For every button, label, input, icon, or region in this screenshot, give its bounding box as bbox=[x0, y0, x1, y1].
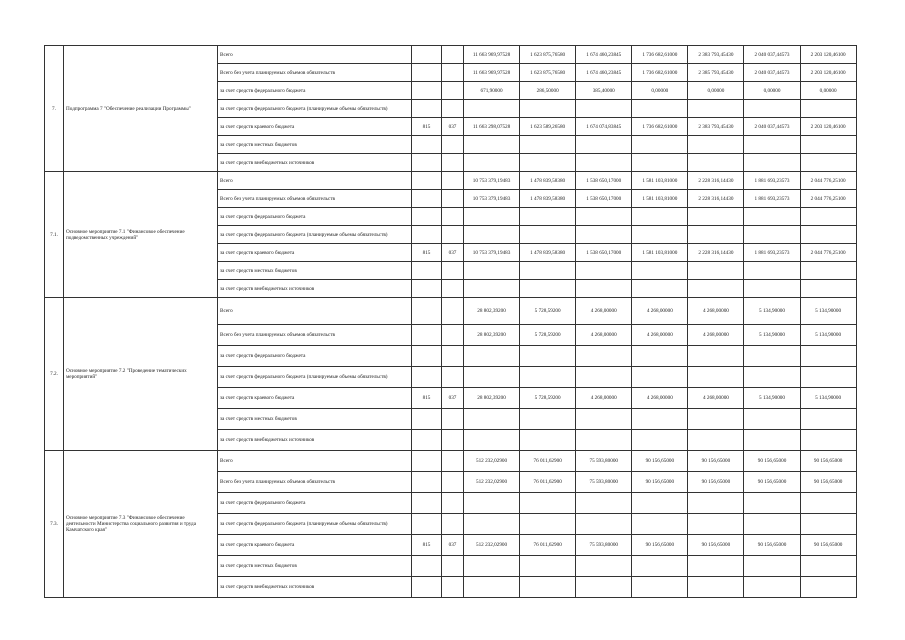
amount-cell bbox=[800, 154, 856, 172]
amount-cell: 90 156,65000 bbox=[744, 472, 800, 493]
amount-cell: 2 044 776,25100 bbox=[800, 172, 856, 190]
budget-code-cell bbox=[412, 298, 442, 325]
amount-cell bbox=[744, 367, 800, 388]
budget-code-cell bbox=[412, 190, 442, 208]
funding-source-label: Всего без учета планируемых объемов обязательств bbox=[218, 64, 412, 82]
section-code-cell bbox=[442, 556, 464, 577]
amount-cell: 4 268,00000 bbox=[632, 325, 688, 346]
budget-code-cell: 815 bbox=[412, 118, 442, 136]
amount-cell: 1 881 693,23573 bbox=[744, 190, 800, 208]
section-code-cell bbox=[442, 208, 464, 226]
funding-source-label: за счет средств местных бюджетов bbox=[218, 409, 412, 430]
amount-cell bbox=[464, 208, 520, 226]
amount-cell bbox=[632, 514, 688, 535]
amount-cell: 4 268,00000 bbox=[688, 325, 744, 346]
amount-cell: 4 268,00000 bbox=[688, 388, 744, 409]
amount-cell: 2 044 776,25100 bbox=[800, 244, 856, 262]
section-code-cell bbox=[442, 346, 464, 367]
amount-cell: 2 044 776,25100 bbox=[800, 190, 856, 208]
amount-cell: 1 623 875,76580 bbox=[520, 46, 576, 64]
amount-cell: 90 156,65000 bbox=[800, 451, 856, 472]
amount-cell: 1 736 682,61000 bbox=[632, 64, 688, 82]
funding-source-label: за счет средств федерального бюджета (планируемые объемы обязательств) bbox=[218, 514, 412, 535]
table-row bbox=[45, 172, 857, 190]
funding-source-label: за счет средств внебюджетных источников bbox=[218, 154, 412, 172]
amount-cell bbox=[464, 262, 520, 280]
amount-cell: 90 156,65000 bbox=[688, 451, 744, 472]
amount-cell: 28 802,39200 bbox=[464, 325, 520, 346]
table-row bbox=[45, 298, 857, 325]
amount-cell: 0,00000 bbox=[800, 82, 856, 100]
amount-cell bbox=[688, 430, 744, 451]
amount-cell bbox=[576, 280, 632, 298]
amount-cell bbox=[520, 430, 576, 451]
amount-cell: 1 478 839,58380 bbox=[520, 172, 576, 190]
amount-cell bbox=[520, 154, 576, 172]
amount-cell: 2 203 120,46100 bbox=[800, 64, 856, 82]
amount-cell bbox=[576, 367, 632, 388]
amount-cell: 2 228 316,14430 bbox=[688, 244, 744, 262]
budget-code-cell bbox=[412, 82, 442, 100]
funding-source-label: Всего bbox=[218, 172, 412, 190]
amount-cell bbox=[800, 208, 856, 226]
amount-cell bbox=[464, 493, 520, 514]
amount-cell bbox=[632, 226, 688, 244]
amount-cell: 75 593,80000 bbox=[576, 535, 632, 556]
amount-cell bbox=[520, 493, 576, 514]
amount-cell bbox=[520, 136, 576, 154]
amount-cell: 1 478 839,58380 bbox=[520, 244, 576, 262]
section-code-cell bbox=[442, 226, 464, 244]
budget-table-body bbox=[45, 46, 857, 598]
amount-cell: 1 674 460,23845 bbox=[576, 46, 632, 64]
amount-cell bbox=[744, 208, 800, 226]
section-code-cell: 037 bbox=[442, 244, 464, 262]
amount-cell: 0,00000 bbox=[688, 82, 744, 100]
amount-cell bbox=[744, 577, 800, 598]
funding-source-label: Всего без учета планируемых объемов обязательств bbox=[218, 325, 412, 346]
funding-source-label: за счет средств федерального бюджета (планируемые объемы обязательств) bbox=[218, 367, 412, 388]
section-title: Основное мероприятие 7.3 "Финансовое обеспечение деятельности Министерства социального развития и труда Камчатского края" bbox=[64, 451, 218, 598]
amount-cell: 90 156,65000 bbox=[632, 451, 688, 472]
amount-cell: 2 383 793,45430 bbox=[688, 46, 744, 64]
amount-cell bbox=[688, 208, 744, 226]
amount-cell bbox=[688, 514, 744, 535]
amount-cell: 11 663 969,97528 bbox=[464, 64, 520, 82]
amount-cell: 2 040 037,44573 bbox=[744, 118, 800, 136]
amount-cell: 5 728,59200 bbox=[520, 388, 576, 409]
amount-cell: 76 011,62900 bbox=[520, 451, 576, 472]
amount-cell bbox=[800, 430, 856, 451]
amount-cell: 0,00000 bbox=[632, 82, 688, 100]
section-code-cell bbox=[442, 172, 464, 190]
section-code-cell bbox=[442, 280, 464, 298]
amount-cell bbox=[744, 226, 800, 244]
budget-table bbox=[44, 45, 857, 598]
amount-cell: 1 623 589,26580 bbox=[520, 118, 576, 136]
amount-cell bbox=[688, 262, 744, 280]
amount-cell: 2 385 793,45430 bbox=[688, 64, 744, 82]
amount-cell: 1 674 460,23845 bbox=[576, 64, 632, 82]
amount-cell bbox=[520, 208, 576, 226]
amount-cell bbox=[688, 367, 744, 388]
budget-code-cell bbox=[412, 367, 442, 388]
amount-cell: 1 538 650,17000 bbox=[576, 172, 632, 190]
amount-cell: 2 040 037,44573 bbox=[744, 64, 800, 82]
amount-cell bbox=[464, 556, 520, 577]
amount-cell bbox=[576, 430, 632, 451]
funding-source-label: за счет средств внебюджетных источников bbox=[218, 280, 412, 298]
amount-cell bbox=[520, 409, 576, 430]
amount-cell bbox=[800, 136, 856, 154]
budget-code-cell bbox=[412, 46, 442, 64]
amount-cell bbox=[632, 208, 688, 226]
amount-cell bbox=[744, 346, 800, 367]
amount-cell: 4 268,00000 bbox=[576, 298, 632, 325]
amount-cell bbox=[800, 409, 856, 430]
budget-code-cell bbox=[412, 172, 442, 190]
section-index: 7. bbox=[45, 46, 64, 172]
amount-cell bbox=[576, 409, 632, 430]
budget-code-cell bbox=[412, 262, 442, 280]
amount-cell bbox=[744, 409, 800, 430]
amount-cell bbox=[744, 280, 800, 298]
section-index: 7.1. bbox=[45, 172, 64, 298]
amount-cell bbox=[744, 136, 800, 154]
funding-source-label: за счет средств местных бюджетов bbox=[218, 556, 412, 577]
amount-cell bbox=[800, 577, 856, 598]
amount-cell bbox=[576, 136, 632, 154]
budget-code-cell bbox=[412, 346, 442, 367]
amount-cell: 90 156,65000 bbox=[688, 535, 744, 556]
amount-cell bbox=[800, 514, 856, 535]
amount-cell bbox=[576, 208, 632, 226]
amount-cell bbox=[576, 226, 632, 244]
budget-code-cell bbox=[412, 100, 442, 118]
amount-cell: 75 593,80000 bbox=[576, 472, 632, 493]
section-code-cell bbox=[442, 430, 464, 451]
amount-cell: 76 011,62900 bbox=[520, 535, 576, 556]
section-index: 7.3. bbox=[45, 451, 64, 598]
amount-cell bbox=[520, 577, 576, 598]
section-title: Основное мероприятие 7.1 "Финансовое обеспечение подведомственных учреждений" bbox=[64, 172, 218, 298]
section-code-cell: 037 bbox=[442, 388, 464, 409]
amount-cell bbox=[688, 493, 744, 514]
budget-code-cell bbox=[412, 64, 442, 82]
amount-cell bbox=[520, 346, 576, 367]
amount-cell: 0,00000 bbox=[744, 82, 800, 100]
amount-cell bbox=[520, 367, 576, 388]
amount-cell bbox=[800, 226, 856, 244]
amount-cell bbox=[464, 154, 520, 172]
section-code-cell bbox=[442, 493, 464, 514]
section-code-cell bbox=[442, 82, 464, 100]
amount-cell: 385,40000 bbox=[576, 82, 632, 100]
budget-code-cell: 815 bbox=[412, 535, 442, 556]
amount-cell: 90 156,65000 bbox=[800, 472, 856, 493]
table-row bbox=[45, 46, 857, 64]
amount-cell: 4 268,00000 bbox=[576, 388, 632, 409]
amount-cell bbox=[464, 280, 520, 298]
amount-cell bbox=[576, 493, 632, 514]
amount-cell bbox=[800, 280, 856, 298]
amount-cell bbox=[576, 514, 632, 535]
amount-cell: 1 623 875,76580 bbox=[520, 64, 576, 82]
funding-source-label: Всего без учета планируемых объемов обязательств bbox=[218, 472, 412, 493]
amount-cell bbox=[576, 154, 632, 172]
amount-cell bbox=[576, 556, 632, 577]
amount-cell: 5 134,90000 bbox=[744, 298, 800, 325]
amount-cell: 10 753 379,19483 bbox=[464, 244, 520, 262]
section-code-cell bbox=[442, 409, 464, 430]
amount-cell bbox=[744, 493, 800, 514]
amount-cell bbox=[576, 100, 632, 118]
amount-cell: 90 156,65000 bbox=[800, 535, 856, 556]
amount-cell bbox=[464, 100, 520, 118]
section-code-cell bbox=[442, 514, 464, 535]
amount-cell bbox=[632, 262, 688, 280]
amount-cell: 512 232,02900 bbox=[464, 451, 520, 472]
amount-cell bbox=[464, 430, 520, 451]
amount-cell: 1 736 682,61000 bbox=[632, 46, 688, 64]
amount-cell: 28 802,39200 bbox=[464, 388, 520, 409]
amount-cell bbox=[464, 136, 520, 154]
funding-source-label: за счет средств федерального бюджета (планируемые объемы обязательств) bbox=[218, 100, 412, 118]
budget-code-cell bbox=[412, 493, 442, 514]
amount-cell bbox=[464, 409, 520, 430]
amount-cell bbox=[464, 367, 520, 388]
budget-code-cell bbox=[412, 451, 442, 472]
funding-source-label: за счет средств краевого бюджета bbox=[218, 244, 412, 262]
budget-code-cell: 815 bbox=[412, 244, 442, 262]
amount-cell bbox=[520, 280, 576, 298]
amount-cell: 2 228 316,14430 bbox=[688, 190, 744, 208]
amount-cell: 90 156,65000 bbox=[688, 472, 744, 493]
funding-source-label: за счет средств внебюджетных источников bbox=[218, 577, 412, 598]
section-code-cell bbox=[442, 325, 464, 346]
amount-cell bbox=[632, 154, 688, 172]
section-index: 7.2. bbox=[45, 298, 64, 451]
amount-cell bbox=[744, 100, 800, 118]
amount-cell: 5 134,90000 bbox=[800, 388, 856, 409]
amount-cell: 90 156,65000 bbox=[744, 535, 800, 556]
amount-cell: 75 593,80000 bbox=[576, 451, 632, 472]
amount-cell bbox=[632, 136, 688, 154]
amount-cell bbox=[744, 556, 800, 577]
amount-cell: 10 753 379,19483 bbox=[464, 190, 520, 208]
section-code-cell bbox=[442, 298, 464, 325]
amount-cell bbox=[800, 556, 856, 577]
amount-cell: 5 134,90000 bbox=[800, 325, 856, 346]
amount-cell bbox=[520, 100, 576, 118]
amount-cell: 2 228 316,14430 bbox=[688, 172, 744, 190]
section-title: Подпрограмма 7 "Обеспечение реализации Программы" bbox=[64, 46, 218, 172]
amount-cell: 1 478 839,58380 bbox=[520, 190, 576, 208]
amount-cell: 11 663 969,97528 bbox=[464, 46, 520, 64]
funding-source-label: за счет средств краевого бюджета bbox=[218, 118, 412, 136]
budget-code-cell: 815 bbox=[412, 388, 442, 409]
section-code-cell bbox=[442, 262, 464, 280]
funding-source-label: за счет средств краевого бюджета bbox=[218, 535, 412, 556]
funding-source-label: Всего без учета планируемых объемов обязательств bbox=[218, 190, 412, 208]
amount-cell bbox=[688, 577, 744, 598]
amount-cell bbox=[576, 577, 632, 598]
amount-cell bbox=[800, 493, 856, 514]
amount-cell: 90 156,65000 bbox=[632, 535, 688, 556]
amount-cell: 4 268,00000 bbox=[688, 298, 744, 325]
amount-cell bbox=[576, 346, 632, 367]
funding-source-label: за счет средств федерального бюджета bbox=[218, 208, 412, 226]
amount-cell: 1 538 650,17000 bbox=[576, 190, 632, 208]
amount-cell bbox=[632, 556, 688, 577]
amount-cell: 1 581 103,81000 bbox=[632, 190, 688, 208]
budget-code-cell bbox=[412, 409, 442, 430]
budget-code-cell bbox=[412, 136, 442, 154]
amount-cell: 1 674 074,83845 bbox=[576, 118, 632, 136]
amount-cell bbox=[744, 430, 800, 451]
amount-cell: 1 736 682,61000 bbox=[632, 118, 688, 136]
amount-cell: 512 232,02900 bbox=[464, 472, 520, 493]
amount-cell bbox=[688, 226, 744, 244]
funding-source-label: за счет средств федерального бюджета (планируемые объемы обязательств) bbox=[218, 226, 412, 244]
budget-code-cell bbox=[412, 556, 442, 577]
budget-code-cell bbox=[412, 280, 442, 298]
amount-cell: 90 156,65000 bbox=[632, 472, 688, 493]
section-code-cell bbox=[442, 46, 464, 64]
amount-cell: 671,90000 bbox=[464, 82, 520, 100]
amount-cell: 2 383 793,45430 bbox=[688, 118, 744, 136]
amount-cell bbox=[520, 514, 576, 535]
funding-source-label: Всего bbox=[218, 298, 412, 325]
funding-source-label: за счет средств местных бюджетов bbox=[218, 136, 412, 154]
amount-cell: 4 268,00000 bbox=[632, 388, 688, 409]
amount-cell bbox=[464, 226, 520, 244]
amount-cell: 5 134,90000 bbox=[744, 325, 800, 346]
amount-cell: 90 156,65000 bbox=[744, 451, 800, 472]
amount-cell bbox=[744, 262, 800, 280]
amount-cell bbox=[688, 346, 744, 367]
amount-cell bbox=[688, 136, 744, 154]
amount-cell bbox=[632, 493, 688, 514]
amount-cell bbox=[576, 262, 632, 280]
section-code-cell: 037 bbox=[442, 535, 464, 556]
amount-cell bbox=[464, 514, 520, 535]
amount-cell: 1 581 103,81000 bbox=[632, 244, 688, 262]
amount-cell bbox=[800, 262, 856, 280]
amount-cell: 5 728,59200 bbox=[520, 298, 576, 325]
funding-source-label: Всего bbox=[218, 451, 412, 472]
section-code-cell bbox=[442, 451, 464, 472]
amount-cell: 76 011,62900 bbox=[520, 472, 576, 493]
table-row bbox=[45, 451, 857, 472]
amount-cell: 1 538 650,17000 bbox=[576, 244, 632, 262]
budget-code-cell bbox=[412, 472, 442, 493]
amount-cell bbox=[632, 100, 688, 118]
funding-source-label: Всего bbox=[218, 46, 412, 64]
budget-code-cell bbox=[412, 208, 442, 226]
amount-cell: 2 203 120,46100 bbox=[800, 118, 856, 136]
budget-code-cell bbox=[412, 154, 442, 172]
section-code-cell bbox=[442, 64, 464, 82]
section-code-cell bbox=[442, 100, 464, 118]
amount-cell: 286,50000 bbox=[520, 82, 576, 100]
section-code-cell bbox=[442, 472, 464, 493]
funding-source-label: за счет средств федерального бюджета bbox=[218, 346, 412, 367]
amount-cell: 10 753 379,19483 bbox=[464, 172, 520, 190]
section-code-cell bbox=[442, 367, 464, 388]
budget-code-cell bbox=[412, 325, 442, 346]
amount-cell bbox=[800, 367, 856, 388]
amount-cell bbox=[632, 280, 688, 298]
amount-cell: 4 268,00000 bbox=[576, 325, 632, 346]
amount-cell: 2 203 120,46100 bbox=[800, 46, 856, 64]
funding-source-label: за счет средств местных бюджетов bbox=[218, 262, 412, 280]
amount-cell bbox=[632, 346, 688, 367]
amount-cell: 28 802,39200 bbox=[464, 298, 520, 325]
section-code-cell: 037 bbox=[442, 118, 464, 136]
budget-code-cell bbox=[412, 577, 442, 598]
amount-cell bbox=[632, 409, 688, 430]
budget-code-cell bbox=[412, 430, 442, 451]
amount-cell bbox=[520, 262, 576, 280]
funding-source-label: за счет средств краевого бюджета bbox=[218, 388, 412, 409]
amount-cell bbox=[520, 556, 576, 577]
amount-cell: 1 581 103,81000 bbox=[632, 172, 688, 190]
amount-cell bbox=[688, 409, 744, 430]
amount-cell: 5 134,90000 bbox=[800, 298, 856, 325]
amount-cell: 11 663 298,07528 bbox=[464, 118, 520, 136]
funding-source-label: за счет средств федерального бюджета bbox=[218, 493, 412, 514]
budget-code-cell bbox=[412, 226, 442, 244]
amount-cell bbox=[688, 280, 744, 298]
funding-source-label: за счет средств федерального бюджета bbox=[218, 82, 412, 100]
section-code-cell bbox=[442, 154, 464, 172]
amount-cell bbox=[464, 346, 520, 367]
section-code-cell bbox=[442, 136, 464, 154]
amount-cell bbox=[688, 154, 744, 172]
amount-cell bbox=[800, 100, 856, 118]
amount-cell: 512 232,02900 bbox=[464, 535, 520, 556]
section-code-cell bbox=[442, 190, 464, 208]
amount-cell bbox=[632, 430, 688, 451]
amount-cell bbox=[520, 226, 576, 244]
section-title: Основное мероприятие 7.2 "Проведение тематических мероприятий" bbox=[64, 298, 218, 451]
amount-cell bbox=[632, 577, 688, 598]
budget-code-cell bbox=[412, 514, 442, 535]
section-code-cell bbox=[442, 577, 464, 598]
amount-cell: 5 134,90000 bbox=[744, 388, 800, 409]
amount-cell bbox=[688, 556, 744, 577]
amount-cell bbox=[744, 514, 800, 535]
amount-cell bbox=[800, 346, 856, 367]
funding-source-label: за счет средств внебюджетных источников bbox=[218, 430, 412, 451]
amount-cell bbox=[464, 577, 520, 598]
amount-cell bbox=[632, 367, 688, 388]
amount-cell bbox=[744, 154, 800, 172]
amount-cell: 2 040 037,44573 bbox=[744, 46, 800, 64]
amount-cell: 4 268,00000 bbox=[632, 298, 688, 325]
amount-cell: 5 728,59200 bbox=[520, 325, 576, 346]
amount-cell: 1 881 693,23573 bbox=[744, 172, 800, 190]
amount-cell: 1 881 693,23573 bbox=[744, 244, 800, 262]
amount-cell bbox=[688, 100, 744, 118]
